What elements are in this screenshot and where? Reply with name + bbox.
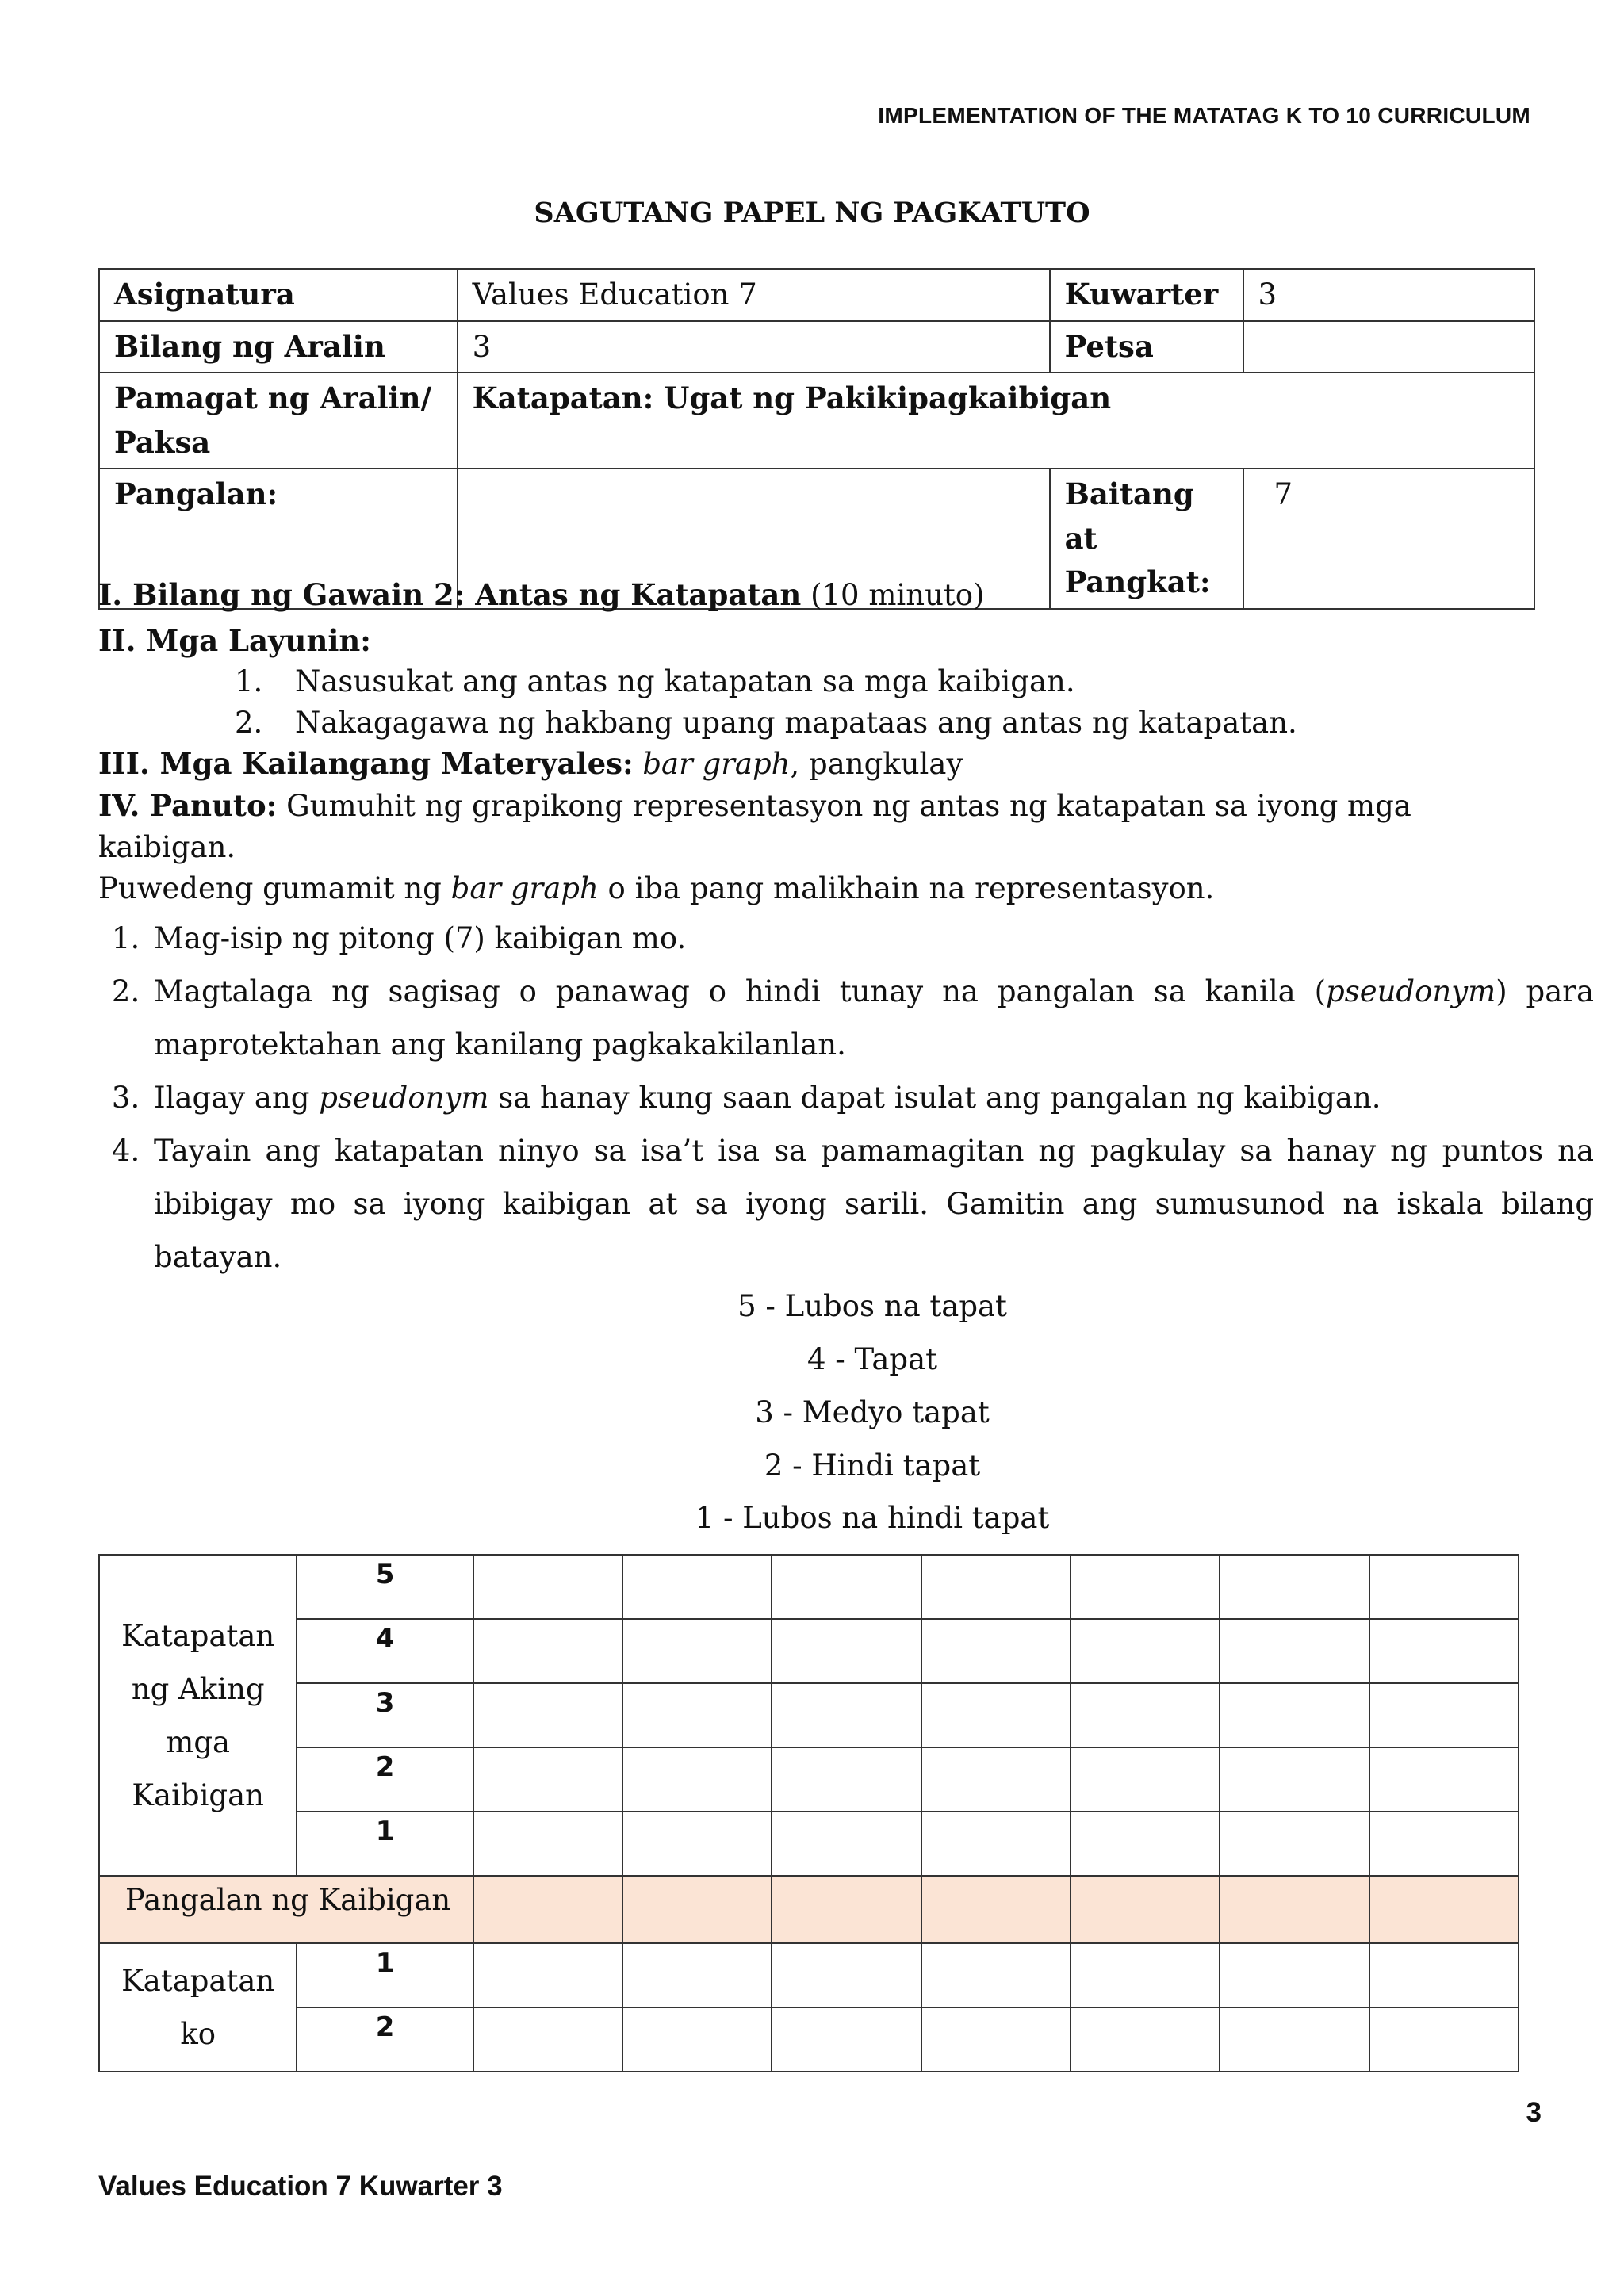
baitang-label-line-1: Baitang at [1064, 476, 1194, 556]
pamagat-value[interactable]: Katapatan: Ugat ng Pakikipagkaibigan [458, 373, 1534, 469]
rating-cell[interactable] [1369, 1747, 1519, 1812]
layunin-item-2 [235, 706, 1297, 740]
friends-label-line: mga [166, 1724, 231, 1759]
self-rating-cell[interactable] [1369, 1943, 1519, 2007]
self-rating-cell[interactable] [772, 2007, 921, 2072]
self-score-label-1: 1 [297, 1943, 473, 2007]
scale-item-1: 1 - Lubos na hindi tapat [695, 1501, 1050, 1535]
rating-cell[interactable] [1220, 1747, 1369, 1812]
page-number: 3 [1526, 2097, 1542, 2128]
baitang-label [1050, 469, 1243, 609]
panuto-text-2c: o iba pang malikhain na representasyon. [598, 871, 1215, 905]
rating-cell[interactable] [1369, 1619, 1519, 1683]
self-rating-cell[interactable] [1220, 2007, 1369, 2072]
self-rating-cell[interactable] [622, 1943, 772, 2007]
layunin-heading [98, 620, 371, 662]
rating-cell[interactable] [473, 1683, 622, 1747]
rating-cell[interactable] [473, 1619, 622, 1683]
rating-cell[interactable] [622, 1747, 772, 1812]
rating-cell[interactable] [772, 1747, 921, 1812]
self-rating-cell[interactable] [772, 1943, 921, 2007]
rating-cell[interactable] [622, 1683, 772, 1747]
footer-text: Values Education 7 Kuwarter 3 [98, 2171, 503, 2202]
self-rating-cell[interactable] [921, 1943, 1071, 2007]
rating-cell[interactable] [473, 1747, 622, 1812]
rating-cell[interactable] [1369, 1812, 1519, 1876]
rating-cell[interactable] [772, 1683, 921, 1747]
rating-cell[interactable] [1071, 1812, 1220, 1876]
panuto-bar-graph: bar graph [450, 871, 599, 905]
gawain-time: (10 minuto) [801, 578, 985, 612]
scale-item-5: 5 - Lubos na tapat [737, 1289, 1007, 1323]
panuto-title: IV. Panuto: [98, 788, 278, 823]
self-rating-cell[interactable] [1071, 2007, 1220, 2072]
kuwarter-value[interactable]: 3 [1243, 269, 1534, 321]
self-rating-cell[interactable] [1369, 2007, 1519, 2072]
rating-cell[interactable] [1071, 1683, 1220, 1747]
instruction-steps [98, 912, 1594, 1284]
honesty-rating-grid [98, 1554, 1519, 2072]
self-rating-cell[interactable] [622, 2007, 772, 2072]
rating-cell[interactable] [1369, 1555, 1519, 1619]
layunin-number: 2. [235, 706, 263, 740]
rating-cell[interactable] [921, 1812, 1071, 1876]
layunin-title: II. Mga Layunin: [98, 623, 371, 658]
scale-item-3: 3 - Medyo tapat [755, 1395, 990, 1429]
layunin-text: Nasusukat ang antas ng katapatan sa mga kaibigan. [295, 664, 1075, 698]
friends-honesty-label [99, 1555, 297, 1876]
self-rating-cell[interactable] [921, 2007, 1071, 2072]
friends-label-line: ng Aking [131, 1671, 265, 1706]
rating-cell[interactable] [1220, 1683, 1369, 1747]
materyales-title: III. Mga Kailangang Materyales: [98, 746, 634, 781]
pangalan-label: Pangalan: [99, 469, 458, 609]
self-label-line: Katapatan [121, 1964, 275, 1998]
asignatura-label: Asignatura [99, 269, 458, 321]
petsa-label: Petsa [1050, 321, 1243, 373]
step-1: 1. Mag-isip ng pitong (7) kaibigan mo. [149, 912, 1594, 965]
aralin-label: Bilang ng Aralin [99, 321, 458, 373]
friend-name-cell[interactable] [1220, 1876, 1369, 1943]
materyales-rest: , pangkulay [790, 747, 963, 781]
self-rating-cell[interactable] [473, 2007, 622, 2072]
rating-cell[interactable] [1220, 1812, 1369, 1876]
rating-cell[interactable] [772, 1555, 921, 1619]
rating-cell[interactable] [921, 1683, 1071, 1747]
rating-cell[interactable] [1071, 1555, 1220, 1619]
materyales-bar-graph: bar graph [633, 747, 791, 781]
self-label-line: ko [180, 2017, 216, 2051]
friend-name-cell[interactable] [772, 1876, 921, 1943]
self-rating-cell[interactable] [473, 1943, 622, 2007]
score-label-1: 1 [297, 1812, 473, 1876]
kuwarter-label: Kuwarter [1050, 269, 1243, 321]
panuto-text-1: Gumuhit ng grapikong representasyon ng antas ng katapatan sa iyong mga kaibigan. [98, 789, 1411, 864]
rating-cell[interactable] [1369, 1683, 1519, 1747]
aralin-value[interactable]: 3 [458, 321, 1050, 373]
asignatura-value[interactable]: Values Education 7 [458, 269, 1050, 321]
baitang-label-line-2: Pangkat: [1064, 564, 1211, 599]
score-label-4: 4 [297, 1619, 473, 1683]
friend-name-label: Pangalan ng Kaibigan [99, 1876, 473, 1943]
score-label-2: 2 [297, 1747, 473, 1812]
rating-cell[interactable] [921, 1747, 1071, 1812]
scale-item-4: 4 - Tapat [806, 1342, 938, 1376]
scale-item-2: 2 - Hindi tapat [764, 1448, 981, 1483]
rating-cell[interactable] [1220, 1555, 1369, 1619]
panuto-paragraph [98, 785, 1542, 909]
rating-cell[interactable] [473, 1555, 622, 1619]
rating-cell[interactable] [772, 1812, 921, 1876]
step-3-pseudonym: pseudonym [319, 1081, 489, 1115]
materyales-heading [98, 743, 963, 785]
step-3-text-c: sa hanay kung saan dapat isulat ang pangalan ng kaibigan. [488, 1081, 1381, 1115]
step-2-text-a: Magtalaga ng sagisag o panawag o hindi tunay na pangalan sa kanila ( [154, 974, 1327, 1008]
friend-name-cell[interactable] [1369, 1876, 1519, 1943]
step-3 [149, 1071, 1594, 1124]
step-2-text-c: ) para maprotektahan ang kanilang pagkakakilanlan. [154, 974, 1595, 1062]
score-label-5: 5 [297, 1555, 473, 1619]
petsa-value[interactable] [1243, 321, 1534, 373]
rating-cell[interactable] [1220, 1619, 1369, 1683]
friends-label-line: Katapatan [121, 1618, 275, 1653]
friends-label-line: Kaibigan [132, 1777, 265, 1812]
self-rating-cell[interactable] [1220, 1943, 1369, 2007]
rating-cell[interactable] [622, 1619, 772, 1683]
self-rating-cell[interactable] [1071, 1943, 1220, 2007]
rating-cell[interactable] [921, 1555, 1071, 1619]
layunin-text: Nakagagawa ng hakbang upang mapataas ang antas ng katapatan. [295, 706, 1297, 740]
gawain-heading [98, 574, 985, 616]
baitang-value[interactable]: 7 [1243, 469, 1534, 609]
friend-name-cell[interactable] [622, 1876, 772, 1943]
step-2-pseudonym: pseudonym [1326, 974, 1496, 1008]
pamagat-label [99, 373, 458, 469]
self-score-label-2: 2 [297, 2007, 473, 2072]
rating-cell[interactable] [1071, 1619, 1220, 1683]
rating-cell[interactable] [921, 1619, 1071, 1683]
panuto-text-2a: Puwedeng gumamit ng [98, 871, 451, 905]
step-4: 4. Tayain ang katapatan ninyo sa isa’t isa sa pamamagitan ng pagkulay sa hanay ng puntos na ibibigay mo sa iyong kaibigan at sa iyong sarili. Gamitin ang sumusunod na iskala bilang batayan. [149, 1124, 1594, 1284]
gawain-title: I. Bilang ng Gawain 2: Antas ng Katapatan [98, 577, 802, 612]
rating-cell[interactable] [1071, 1747, 1220, 1812]
document-title: SAGUTANG PAPEL NG PAGKATUTO [534, 197, 1090, 229]
friend-name-cell[interactable] [473, 1876, 622, 1943]
rating-cell[interactable] [622, 1555, 772, 1619]
layunin-item-1 [235, 664, 1075, 698]
rating-cell[interactable] [772, 1619, 921, 1683]
pamagat-label-line-2: Paksa [114, 424, 211, 460]
friend-name-cell[interactable] [1071, 1876, 1220, 1943]
curriculum-header: IMPLEMENTATION OF THE MATATAG K TO 10 CURRICULUM [878, 103, 1530, 128]
rating-cell[interactable] [473, 1812, 622, 1876]
step-2 [149, 965, 1594, 1071]
pamagat-label-line-1: Pamagat ng Aralin/ [114, 381, 432, 415]
score-label-3: 3 [297, 1683, 473, 1747]
rating-cell[interactable] [622, 1812, 772, 1876]
self-honesty-label [99, 1943, 297, 2072]
step-3-text-a: Ilagay ang [154, 1081, 320, 1115]
friend-name-cell[interactable] [921, 1876, 1071, 1943]
layunin-number: 1. [235, 664, 263, 698]
info-table [98, 268, 1535, 610]
